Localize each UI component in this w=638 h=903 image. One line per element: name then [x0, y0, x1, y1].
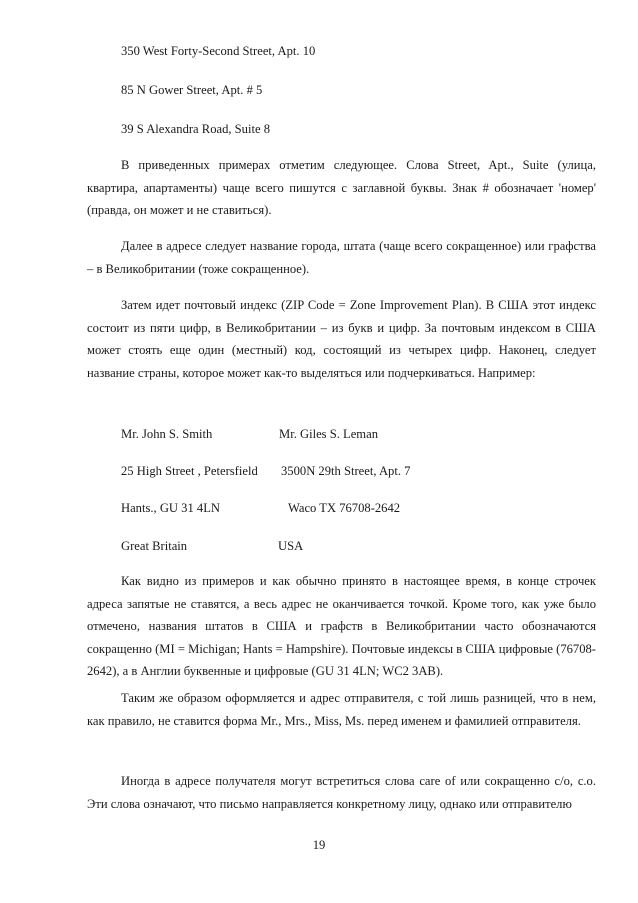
us-address-line-2: 3500N 29th Street, Apt. 7	[281, 464, 411, 478]
uk-address-line-2: 25 High Street , Petersfield	[121, 464, 258, 478]
paragraph-6: Иногда в адресе получателя могут встретиться слова care of или сокращенно c/o, c.o. Эти слова означают, что письмо направляется конкретному лицу, однако или отправителю	[87, 774, 596, 811]
us-address-line-3: Waco TX 76708-2642	[288, 501, 401, 515]
us-address-line-4: USA	[278, 539, 304, 553]
paragraph-3: Затем идет почтовый индекс (ZIP Code = Zone Improvement Plan). В США этот индекс состоит из пяти цифр, в Великобритании – из букв и цифр. За почтовым индексом в США может стоять еще один (местный) код, состоящий из четырех цифр. Наконец, следует название страны, которое может как-то выделяться или подчеркиваться. Например:	[87, 298, 596, 380]
paragraph-4: Как видно из примеров и как обычно принято в настоящее время, в конце строчек адреса запятые не ставятся, а весь адрес не оканчивается точкой. Кроме того, как уже было отмечено, названия штатов в США и графств в Великобритании часто обозначаются сокращенно (MI = Michigan; Hants = Hampshire). Почтовые индексы в США цифровые (76708-2642), а в Англии буквенные и цифровые (GU 31 4LN; WC2 3AB).	[87, 574, 596, 679]
us-address-line-1: Mr. Giles S. Leman	[279, 427, 378, 441]
paragraph-5: Таким же образом оформляется и адрес отправителя, с той лишь разницей, что в нем, как правило, не ставится форма Mr., Mrs., Miss, Ms. перед именем и фамилией отправителя.	[87, 691, 596, 728]
address-example-2: 85 N Gower Street, Apt. # 5	[121, 83, 263, 97]
page-number: 19	[312, 838, 326, 852]
uk-address-line-1: Mr. John S. Smith	[121, 427, 213, 441]
uk-address-line-3: Hants., GU 31 4LN	[121, 501, 220, 515]
uk-address-line-4: Great Britain	[121, 539, 188, 553]
paragraph-1: В приведенных примерах отметим следующее. Слова Street, Apt., Suite (улица, квартира, апартаменты) чаще всего пишутся с заглавной буквы. Знак # обозначает 'номер' (правда, он может и не ставиться).	[87, 158, 596, 218]
address-example-3: 39 S Alexandra Road, Suite 8	[121, 122, 271, 136]
paragraph-2: Далее в адресе следует название города, штата (чаще всего сокращенное) или графства – в Великобритании (тоже сокращенное).	[87, 239, 596, 276]
address-example-1: 350 West Forty-Second Street, Apt. 10	[121, 44, 316, 58]
